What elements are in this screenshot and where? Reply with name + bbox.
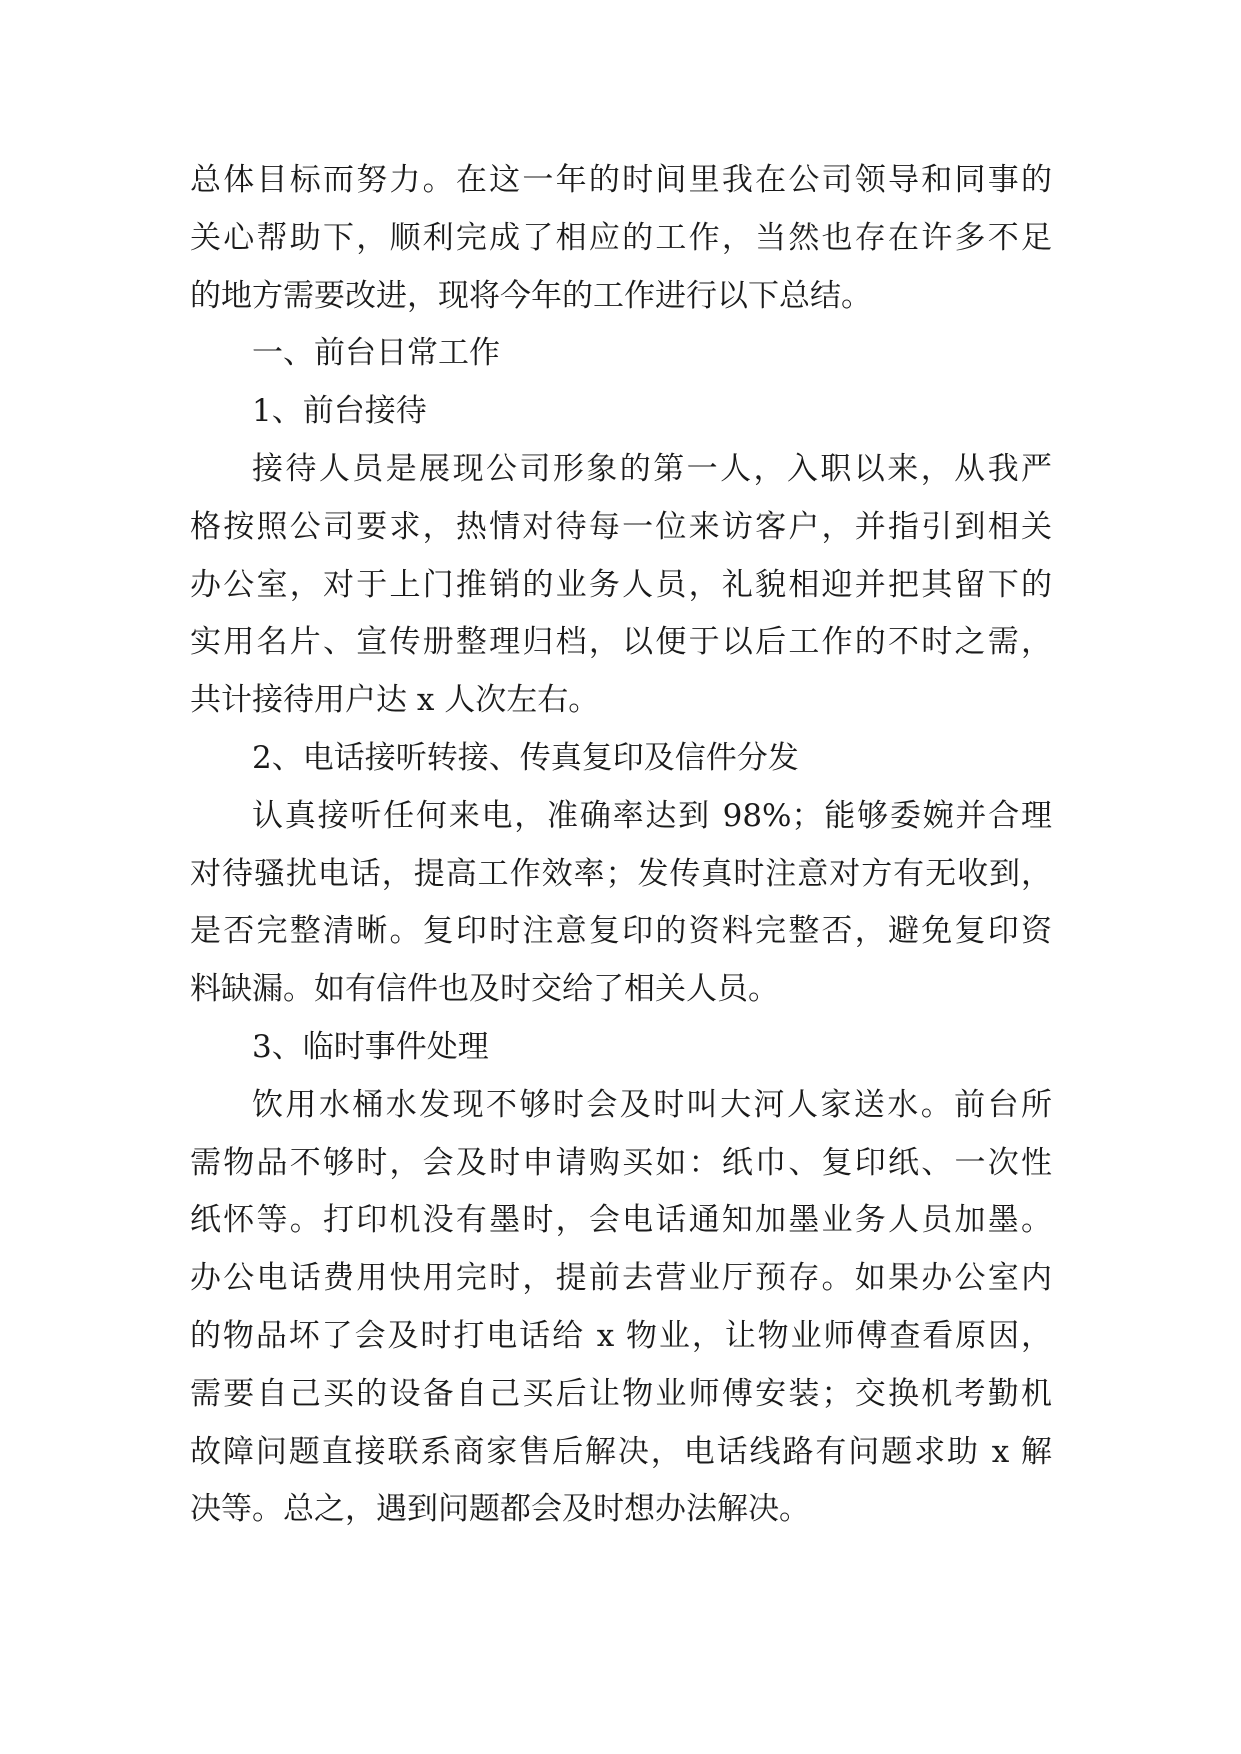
body-line: 共计接待用户达 x 人次左右。 — [190, 682, 600, 719]
body-line: 的物品坏了会及时打电话给 x 物业，让物业师傅查看原因， — [190, 1317, 1052, 1354]
body-line: 决等。总之，遇到问题都会及时想办法解决。 — [190, 1491, 810, 1528]
body-line: 办公电话费用快用完时，提前去营业厅预存。如果办公室内 — [190, 1260, 1052, 1297]
body-line: 接待人员是展现公司形象的第一人，入职以来，从我严 — [252, 450, 1052, 487]
body-line: 纸怀等。打印机没有墨时，会电话通知加墨业务人员加墨。 — [190, 1202, 1052, 1239]
body-line: 格按照公司要求，热情对待每一位来访客户，并指引到相关 — [190, 508, 1052, 545]
body-line: 的地方需要改进，现将今年的工作进行以下总结。 — [190, 277, 872, 314]
subsection-heading: 3、临时事件处理 — [252, 1028, 489, 1065]
subsection-heading: 1、前台接待 — [252, 393, 427, 430]
body-line: 故障问题直接联系商家售后解决，电话线路有问题求助 x 解 — [190, 1433, 1052, 1470]
body-line: 需要自己买的设备自己买后让物业师傅安装；交换机考勤机 — [190, 1375, 1052, 1412]
section-heading: 一、前台日常工作 — [252, 335, 500, 372]
subsection-heading: 2、电话接听转接、传真复印及信件分发 — [252, 739, 799, 776]
document-body — [190, 152, 1052, 1539]
body-line: 料缺漏。如有信件也及时交给了相关人员。 — [190, 971, 779, 1008]
body-line: 办公室，对于上门推销的业务人员，礼貌相迎并把其留下的 — [190, 566, 1052, 603]
body-line: 总体目标而努力。在这一年的时间里我在公司领导和同事的 — [190, 162, 1052, 198]
body-line: 是否完整清晰。复印时注意复印的资料完整否，避免复印资 — [190, 913, 1052, 950]
body-line: 对待骚扰电话，提高工作效率；发传真时注意对方有无收到， — [190, 855, 1052, 892]
body-line: 关心帮助下，顺利完成了相应的工作，当然也存在许多不足 — [190, 219, 1052, 256]
body-line: 认真接听任何来电，准确率达到 98%；能够委婉并合理 — [252, 797, 1052, 834]
body-line: 饮用水桶水发现不够时会及时叫大河人家送水。前台所 — [252, 1086, 1052, 1123]
body-line: 需物品不够时，会及时申请购买如：纸巾、复印纸、一次性 — [190, 1144, 1052, 1181]
body-line: 实用名片、宣传册整理归档，以便于以后工作的不时之需， — [190, 624, 1052, 661]
